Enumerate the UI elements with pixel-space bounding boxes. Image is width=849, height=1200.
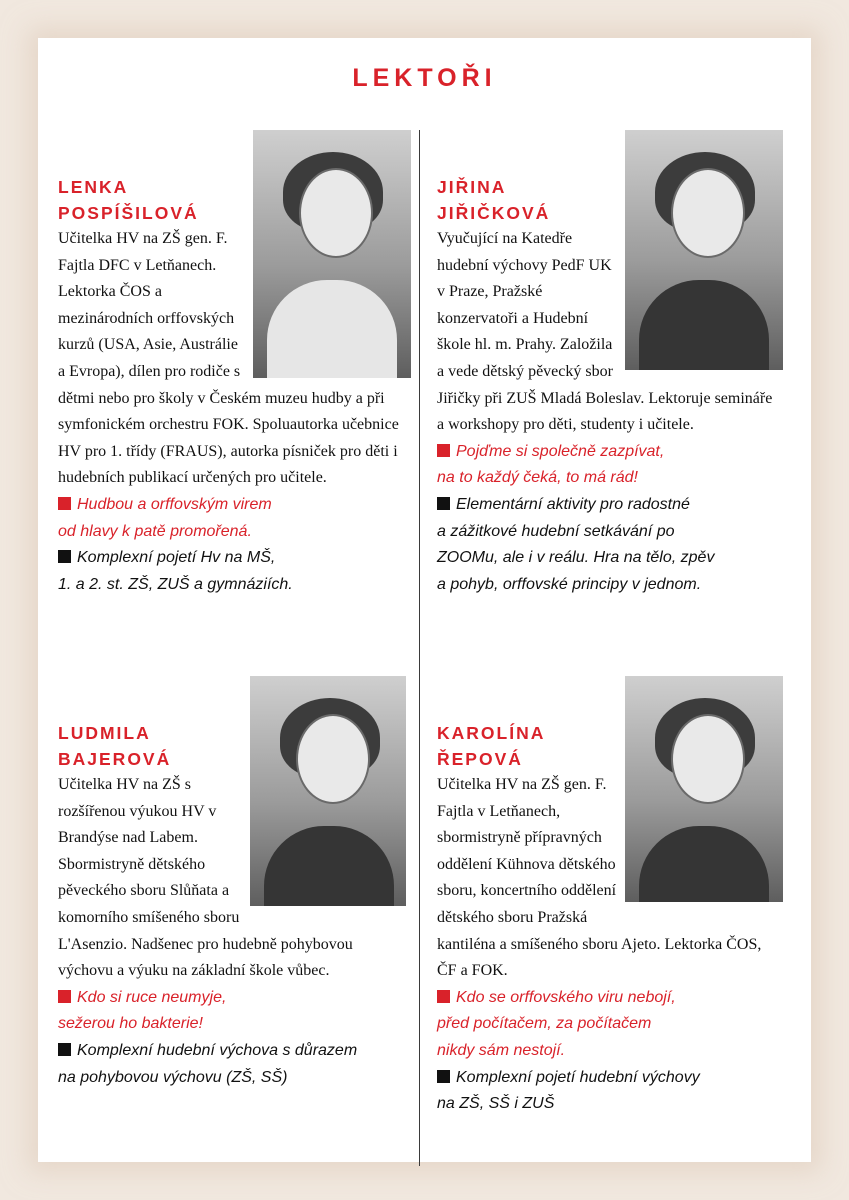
red-square-icon xyxy=(437,990,450,1003)
lecturer-course: Komplexní pojetí hudební výchovy na ZŠ, SŠ i ZUŠ xyxy=(437,1068,700,1113)
lecturer-course: Komplexní hudební výchova s důrazem na pohybovou výchovu (ZŠ, SŠ) xyxy=(58,1041,358,1086)
photo-pospisilova xyxy=(253,130,411,378)
lecturer-card-bajerova xyxy=(58,676,406,1091)
black-square-icon xyxy=(437,1070,450,1083)
black-square-icon xyxy=(58,1043,71,1056)
black-square-icon xyxy=(58,550,71,563)
lecturer-bio: Vyučující na Katedře hudební výchovy PedF UK v Praze, Pražské konzervatoři a Hudební škole hl. m. Prahy. Založila a vede dětský pěvecký sbor Jiřičky při ZUŠ Mladá Boleslav. Lektoruje semináře a workshopy pro děti, studenty i učitele. xyxy=(437,230,773,434)
red-square-icon xyxy=(58,497,71,510)
lecturer-bio: Učitelka HV na ZŠ gen. F. Fajtla DFC v Letňanech. Lektorka ČOS a mezinárodních orffovských kurzů (USA, Asie, Austrálie a Evropa), dílen pro rodiče s dětmi nebo pro školy v Českém muzeu hudby a při symfonickém orchestru FOK. Spoluautorka učebnice HV pro 1. třídy (FRAUS), autorka písniček pro děti i hudebních publikací určených pro učitele. xyxy=(58,230,399,487)
black-square-icon xyxy=(437,497,450,510)
photo-repova xyxy=(625,676,783,902)
lecturer-card-jirickova xyxy=(437,130,783,598)
page xyxy=(38,38,811,1162)
column-divider xyxy=(419,130,420,1166)
lecturer-course: Komplexní pojetí Hv na MŠ, 1. a 2. st. ZŠ, ZUŠ a gymnáziích. xyxy=(58,549,293,593)
page-title: LEKTOŘI xyxy=(352,64,497,92)
lecturer-motto: Kdo si ruce neumyje, sežerou ho bakterie! xyxy=(58,988,227,1033)
lecturer-name: JIŘINA JIŘIČKOVÁ xyxy=(437,177,551,223)
photo-jirickova xyxy=(625,130,783,370)
lecturer-name: LUDMILA BAJEROVÁ xyxy=(58,723,172,769)
lecturer-bio: Učitelka HV na ZŠ s rozšířenou výukou HV v Brandýse nad Labem. Sbormistryně dětského pěveckého sboru Slůňata a komorního smíšeného sboru L'Asenzio. Nadšenec pro hudebně pohybovou výchovu a výuku na základní škole vůbec. xyxy=(58,776,353,980)
lecturer-name: LENKA POSPÍŠILOVÁ xyxy=(58,177,199,223)
red-square-icon xyxy=(437,444,450,457)
lecturer-card-pospisilova xyxy=(58,130,408,598)
lecturer-motto: Kdo se orffovského viru nebojí, před počítačem, za počítačem nikdy sám nestojí. xyxy=(437,988,676,1059)
lecturer-motto: Hudbou a orffovským virem od hlavy k patě promořená. xyxy=(58,495,272,540)
lecturer-course: Elementární aktivity pro radostné a zážitkové hudební setkávání po ZOOMu, ale i v reálu. Hra na tělo, zpěv a pohyb, orffovské principy v jednom. xyxy=(437,495,715,593)
photo-bajerova xyxy=(250,676,406,906)
red-square-icon xyxy=(58,990,71,1003)
lecturer-bio: Učitelka HV na ZŠ gen. F. Fajtla v Letňanech, sbormistryně přípravných oddělení Kühnova dětského sboru, koncertního oddělení dětského sboru Pražská kantiléna a smíšeného sboru Ajeto. Lektorka ČOS, ČF a FOK. xyxy=(437,776,762,980)
lecturer-motto: Pojďme si společně zazpívat, na to každý čeká, to má rád! xyxy=(437,442,665,487)
lecturer-card-repova xyxy=(437,676,783,1118)
lecturer-name: KAROLÍNA ŘEPOVÁ xyxy=(437,723,546,769)
